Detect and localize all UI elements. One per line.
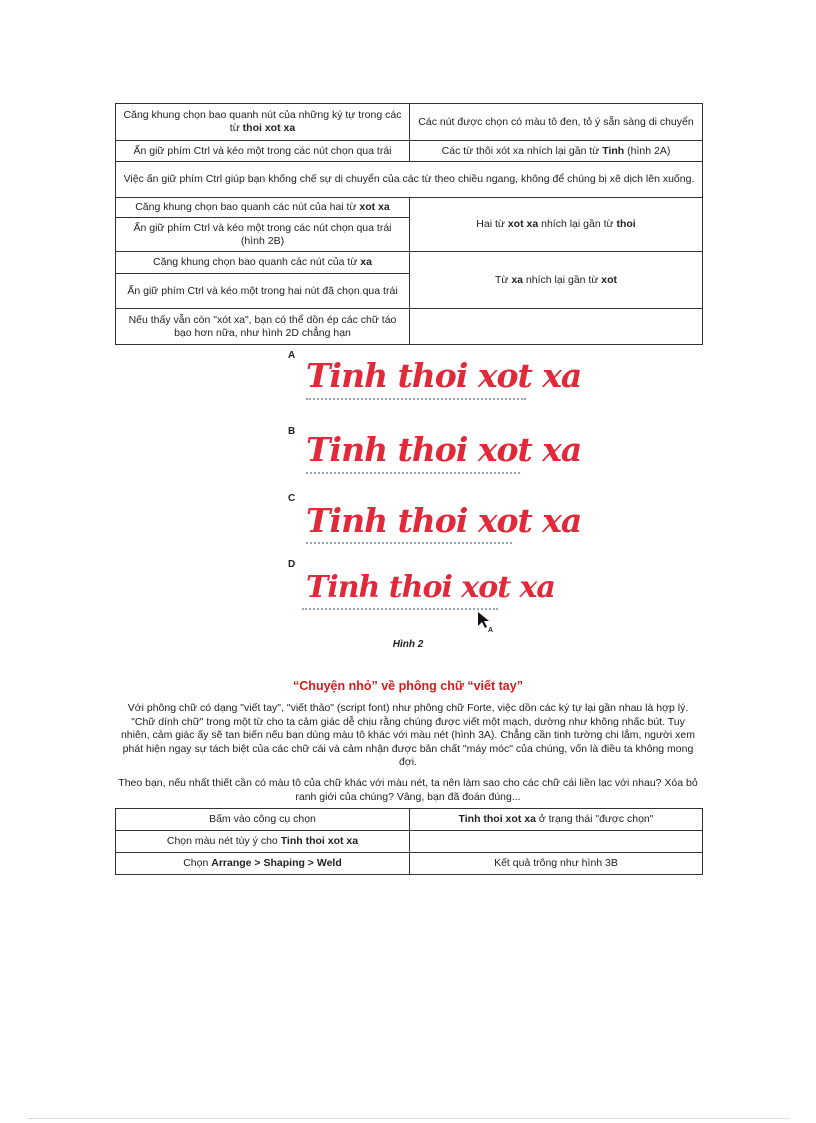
panel-label-c: C	[288, 493, 296, 504]
panel-label-b: B	[288, 426, 296, 437]
step-result: Các nút được chọn có màu tô đen, tỏ ý sẵn sàng di chuyển	[410, 104, 703, 141]
panel-label-a: A	[288, 350, 296, 361]
table-row	[116, 162, 703, 198]
script-text-sample-a: Tinh thoi xot xa	[306, 356, 582, 395]
script-text-sample-c: Tinh thoi xot xa	[306, 501, 582, 540]
script-text-sample-b: Tinh thoi xot xa	[306, 430, 582, 469]
section-title: “Chuyện nhỏ” về phông chữ “viết tay”	[293, 679, 523, 693]
step-note: Việc ấn giữ phím Ctrl giúp bạn khống chế sự di chuyển của các từ theo chiều ngang, không để chúng bị xê dịch lên xuống.	[116, 162, 703, 198]
node-markers-d	[302, 604, 498, 610]
step-result: Kết quả trông như hình 3B	[410, 853, 703, 875]
body-paragraph: Với phông chữ có dạng "viết tay", "viết thảo" (script font) như phông chữ Forte, việc dồn các ký tự lại gần nhau là hợp lý. "Chữ dính chữ" trong một từ cho ta cảm giác dễ chịu rằng chúng được viết một mạch, dường như không nhấc bút. Tuy nhiên, cảm giác ấy sẽ tan biến nếu bạn dùng màu tô khác với màu nét (hình 3A). Chẳng cần tinh tường chi lắm, người xem phát hiện ngay sự tách biệt của các chữ cái và cảm nhận được bản chất "máy móc" của chúng, vốn là điều ta không mong đợi.	[120, 702, 696, 768]
step-instruction: Chọn màu nét tùy ý cho Tinh thoi xot xa	[116, 831, 410, 853]
table-row	[116, 853, 703, 875]
figure-caption: Hình 2	[392, 639, 424, 650]
table-row	[116, 141, 703, 162]
step-result-empty	[410, 831, 703, 853]
step-instruction: Căng khung chọn bao quanh các nút của từ xa	[116, 252, 410, 274]
step-instruction: Ấn giữ phím Ctrl và kéo một trong các nút chọn qua trái	[116, 141, 410, 162]
step-result: Hai từ xot xa nhích lại gần từ thoi	[410, 198, 703, 252]
step-result: Tinh thoi xot xa ở trạng thái "được chọn"	[410, 809, 703, 831]
step-instruction: Chọn Arrange > Shaping > Weld	[116, 853, 410, 875]
step-instruction: Ấn giữ phím Ctrl và kéo một trong các nút chọn qua trái (hình 2B)	[116, 218, 410, 252]
table-row	[116, 252, 703, 274]
cursor-label: A	[488, 627, 494, 634]
step-instruction: Nếu thấy vẫn còn "xót xa", bạn có thể dồn ép các chữ táo bạo hơn nữa, như hình 2D chẳng hạn	[116, 309, 410, 345]
table-row	[116, 198, 703, 218]
table-row	[116, 309, 703, 345]
panel-label-d: D	[288, 559, 296, 570]
step-result: Từ xa nhích lại gần từ xot	[410, 252, 703, 309]
script-text-sample-d: Tinh thoi xot xa	[306, 570, 555, 605]
table-row	[116, 831, 703, 853]
step-instruction: Căng khung chọn bao quanh các nút của hai từ xot xa	[116, 198, 410, 218]
step-result: Các từ thôi xót xa nhích lại gần từ Tinh (hình 2A)	[410, 141, 703, 162]
figure-2	[280, 348, 582, 638]
node-markers-c	[306, 538, 512, 544]
node-markers-a	[306, 394, 526, 400]
step-result-empty	[410, 309, 703, 345]
node-markers-b	[306, 468, 520, 474]
table-row	[116, 809, 703, 831]
step-instruction: Bấm vào công cụ chọn	[116, 809, 410, 831]
steps-table-1	[115, 103, 703, 345]
page-bottom-rule	[28, 1118, 788, 1119]
body-paragraph: Theo bạn, nếu nhất thiết cần có màu tô của chữ khác với màu nét, ta nên làm sao cho các chữ cái liền lạc với nhau? Xóa bỏ ranh giới của chúng? Vâng, bạn đã đoán đúng...	[118, 777, 698, 803]
steps-table-2	[115, 808, 703, 875]
table-row	[116, 104, 703, 141]
step-instruction: Căng khung chọn bao quanh nút của những ký tự trong các từ thoi xot xa	[116, 104, 410, 141]
step-instruction: Ấn giữ phím Ctrl và kéo một trong hai nút đã chọn qua trái	[116, 274, 410, 309]
